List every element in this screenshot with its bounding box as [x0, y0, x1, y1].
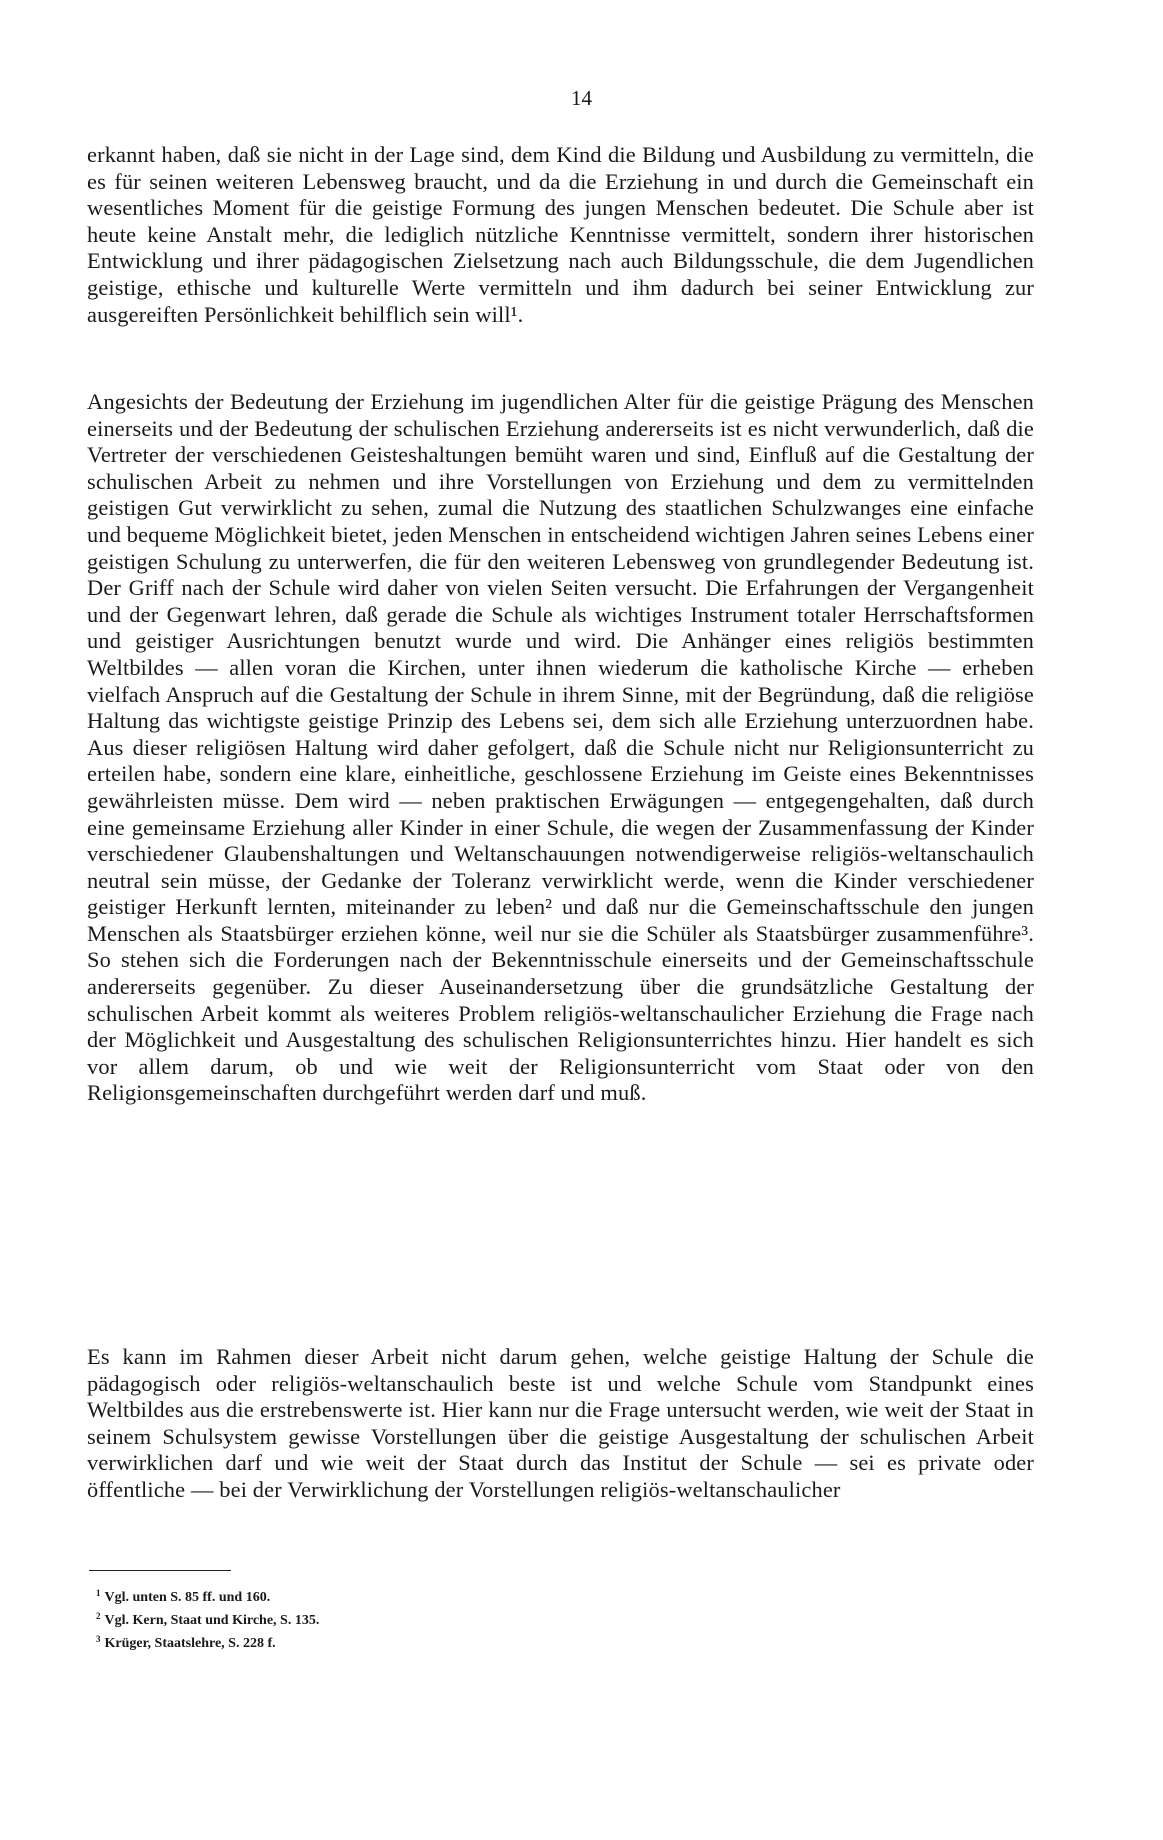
footnote-1-text: Vgl. unten S. 85 ff. und 160. — [104, 1590, 271, 1605]
footnote-2-mark: 2 — [96, 1611, 101, 1621]
footnote-3-mark: 3 — [96, 1634, 101, 1644]
footnote-1-mark: 1 — [96, 1588, 101, 1598]
footnote-separator — [89, 1570, 231, 1571]
footnote-3 — [96, 1630, 319, 1653]
body-paragraph-2: Angesichts der Bedeutung der Erziehung im jugendlichen Alter für die geistige Prägung des Menschen einerseits und der Bedeutung der schulischen Erziehung andererseits ist es nicht verwunderlich, daß die Vertreter der verschiedenen Geisteshaltungen bemüht waren und sind, Einfluß auf die Gestaltung der schulischen Arbeit zu nehmen und ihre Vorstellungen von Erziehung und dem zu vermittelnden geistigen Gut verwirklicht zu sehen, zumal die Nutzung des staatlichen Schulzwanges eine einfache und bequeme Möglichkeit bietet, jeden Menschen in entscheidend wichtigen Jahren seines Lebens einer geistigen Schulung zu unterwerfen, die für den weiteren Lebensweg von grundlegender Bedeutung ist. Der Griff nach der Schule wird daher von vielen Seiten versucht. Die Erfahrungen der Vergangenheit und der Gegenwart lehren, daß gerade die Schule als wichtiges Instrument totaler Herrschaftsformen und geistiger Ausrichtungen benutzt wurde und wird. Die Anhänger eines religiös bestimmten Weltbildes — allen voran die Kirchen, unter ihnen wiederum die katholische Kirche — erheben vielfach Anspruch auf die Gestaltung der Schule in ihrem Sinne, mit der Begründung, daß die religiöse Haltung das wichtigste geistige Prinzip des Lebens sei, dem sich alle Erziehung unterzuordnen habe. Aus dieser religiösen Haltung wird daher gefolgert, daß die Schule nicht nur Religionsunterricht zu erteilen habe, sondern eine klare, einheitliche, geschlossene Erziehung im Geiste eines Bekenntnisses gewährleisten müsse. Dem wird — neben praktischen Erwägungen — entgegengehalten, daß durch eine gemeinsame Erziehung aller Kinder in einer Schule, die wegen der Zusammenfassung der Kinder verschiedener Glaubenshaltungen und Weltanschauungen notwendigerweise religiös-weltanschaulich neutral sein müsse, der Gedanke der Toleranz verwirklicht werde, wenn die Kinder verschiedener geistiger Herkunft lernten, miteinander zu leben² und daß nur die Gemeinschaftsschule den jungen Menschen als Staatsbürger erziehen könne, weil nur sie die Schüler als Staatsbürger zusammenführe³. So stehen sich die Forderungen nach der Bekenntnisschule einerseits und der Gemeinschaftsschule andererseits gegenüber. Zu dieser Auseinandersetzung über die grundsätzliche Gestaltung der schulischen Arbeit kommt als weiteres Problem religiös-weltanschaulicher Erziehung die Frage nach der Möglichkeit und Ausgestaltung des schulischen Religionsunterrichtes hinzu. Hier handelt es sich vor allem darum, ob und wie weit der Religionsunterricht vom Staat oder von den Religionsgemeinschaften durchgeführt werden darf und muß. — [87, 389, 1034, 1106]
footnote-1 — [96, 1584, 319, 1607]
body-paragraph-1: erkannt haben, daß sie nicht in der Lage sind, dem Kind die Bildung und Ausbildung zu vermitteln, die es für seinen weiteren Lebensweg braucht, und da die Erziehung in und durch die Gemeinschaft ein wesentliches Moment für die geistige Formung des jungen Menschen bedeutet. Die Schule aber ist heute keine Anstalt mehr, die lediglich nützliche Kenntnisse vermittelt, sondern ihrer historischen Entwicklung und ihrer pädagogischen Zielsetzung nach auch Bildungsschule, die dem Jugendlichen geistige, ethische und kulturelle Werte vermitteln und ihm dadurch bei seiner Entwicklung zur ausgereiften Persönlichkeit behilflich sein will¹. — [87, 142, 1034, 327]
body-paragraph-3: Es kann im Rahmen dieser Arbeit nicht darum gehen, welche geistige Haltung der Schule die pädagogisch oder religiös-weltanschaulich beste ist und welche Schule vom Standpunkt eines Weltbildes aus die erstrebenswerte ist. Hier kann nur die Frage untersucht werden, wie weit der Staat in seinem Schulsystem gewisse Vorstellungen über die geistige Ausgestaltung der schulischen Arbeit verwirklichen darf und wie weit der Staat durch das Institut der Schule — sei es private oder öffentliche — bei der Verwirklichung der Vorstellungen religiös-weltanschaulicher — [87, 1344, 1034, 1502]
footnote-2 — [96, 1607, 319, 1630]
footnote-3-text: Krüger, Staatslehre, S. 228 f. — [104, 1636, 276, 1651]
footnotes — [96, 1584, 319, 1653]
footnote-2-text: Vgl. Kern, Staat und Kirche, S. 135. — [104, 1613, 320, 1628]
page-number: 14 — [571, 86, 592, 110]
